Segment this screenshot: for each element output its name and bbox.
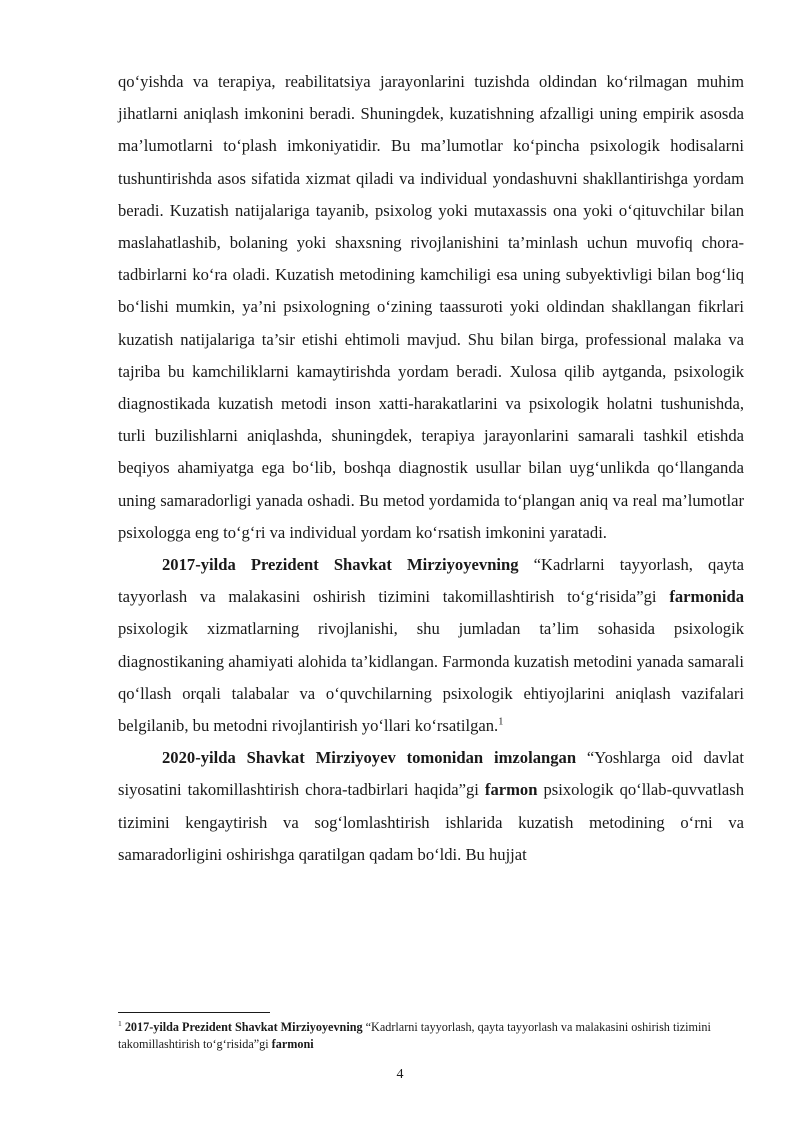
- paragraph-3-text-1: “Yoshlarga oid davlat siyosatini takomillashtirish chora-tadbirlari haqida”gi: [118, 748, 744, 800]
- paragraph-1: qo‘yishda va terapiya, reabilitatsiya jarayonlarini tuzishda oldindan ko‘rilmagan muhim jihatlarni aniqlash imkonini beradi. Shuningdek, kuzatishning afzalligi uning empirik asosda ma’lumotlarni to‘plash imkoniyatidir. Bu ma’lumotlar ko‘pincha psixologik hodisalarni tushuntirishda asos sifatida xizmat qiladi va individual yondashuvni shakllantirishga yordam beradi. Kuzatish natijalariga tayanib, psixolog yoki mutaxassis ona yoki o‘qituvchilar bilan maslahatlashib, bolaning yoki shaxsning rivojlanishini ta’minlash uchun muvofiq chora-tadbirlarni ko‘ra oladi. Kuzatish metodining kamchiligi esa uning subyektivligi bilan bog‘liq bo‘lishi mumkin, ya’ni psixologning o‘zining taassuroti yoki oldindan shakllangan fikrlari kuzatish natijalariga ta’sir etishi ehtimoli mavjud. Shu bilan birga, professional malaka va tajriba bu kamchiliklarni kamaytirishda yordam beradi. Xulosa qilib aytganda, psixologik diagnostikada kuzatish metodi inson xatti-harakatlarini va psixologik holatni tushunishda, turli buzilishlarni aniqlashda, shuningdek, terapiya jarayonlarini samarali tashkil etishda beqiyos ahamiyatga ega bo‘lib, boshqa diagnostik usullar bilan uyg‘unlikda qo‘llanganda uning samaradorligi yanada oshadi. Bu metod yordamida to‘plangan aniq va real ma’lumotlar psixologga eng to‘g‘ri va individual yordam ko‘rsatish imkonini yaratadi.: [118, 72, 744, 542]
- paragraph-2-text-2: psixologik xizmatlarning rivojlanishi, shu jumladan ta’lim sohasida psixologik diagnostikaning ahamiyati alohida ta’kidlangan. Farmonda kuzatish metodini yanada samarali qo‘llash orqali talabalar va o‘quvchilarning psixologik ehtiyojlarini aniqlash vazifalari belgilanib, bu metodni rivojlantirish yo‘llari ko‘rsatilgan.: [118, 619, 744, 736]
- footnote-bold-decree: farmoni: [271, 1036, 314, 1051]
- body-text: [118, 66, 744, 871]
- footnote-bold-lead: 2017-yilda Prezident Shavkat Mirziyoyevning: [124, 1020, 363, 1034]
- paragraph-2-text-1: “Kadrlarni tayyorlash, qayta tayyorlash va malakasini oshirish tizimini takomillashtirish to‘g‘risida”gi: [118, 555, 744, 607]
- paragraph-3-bold-lead: 2020-yilda Shavkat Mirziyoyev tomonidan imzolangan: [162, 748, 577, 768]
- paragraph-2-bold-lead: 2017-yilda Prezident Shavkat Mirziyoyevning: [162, 555, 519, 575]
- footnote-text: “Kadrlarni tayyorlash, qayta tayyorlash va malakasini oshirish tizimini takomillashtirish to‘g‘risida”gi: [118, 1020, 711, 1051]
- paragraph-3-bold-decree: farmon: [484, 780, 538, 800]
- paragraph-3-text-2: psixologik qo‘llab-quvvatlash tizimini kengaytirish va sog‘lomlashtirish ishlarida kuzatish metodining o‘rni va samaradorligini oshirishga qaratilgan qadam bo‘ldi. Bu hujjat: [118, 780, 744, 864]
- footnote: [118, 1019, 744, 1052]
- paragraph-3: [118, 742, 744, 871]
- paragraph-2-bold-decree: farmonida: [669, 587, 744, 607]
- footnote-number: 1: [118, 1018, 122, 1028]
- paragraph-2: [118, 549, 744, 742]
- footnote-separator: [118, 1012, 270, 1013]
- page-number: 4: [396, 1067, 404, 1082]
- footnote-reference[interactable]: 1: [498, 716, 504, 728]
